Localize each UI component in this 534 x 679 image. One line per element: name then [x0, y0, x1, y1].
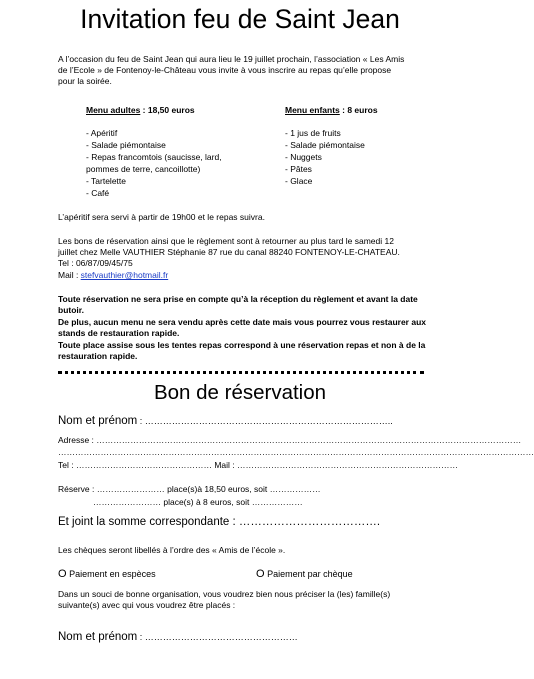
- adresse-field-line-2[interactable]: ……………………………………………………………………………………………………………………………………………………: [58, 447, 534, 457]
- warning-line: butoir.: [58, 305, 84, 315]
- menu-adultes-price: : 18,50 euros: [140, 105, 195, 115]
- warning-line: stands de restauration rapide.: [58, 328, 180, 338]
- menu-enfants-item: - 1 jus de fruits: [285, 128, 341, 138]
- menu-enfants-item: - Pâtes: [285, 164, 312, 174]
- payment-cheque-label: Paiement par chèque: [267, 569, 353, 579]
- menu-adultes-item: - Salade piémontaise: [86, 140, 166, 150]
- menu-adultes-item: - Tartelette: [86, 176, 127, 186]
- intro-line-2: de l’Ecole » de Fontenoy-le-Château vous invite à vous inscrire au repas qu’elle propose: [58, 65, 392, 75]
- menu-enfants-item: - Glace: [285, 176, 313, 186]
- page-title: Invitation feu de Saint Jean: [80, 4, 400, 34]
- tel-mail-line: [58, 460, 458, 471]
- name-field[interactable]: [58, 415, 393, 427]
- warning-line: De plus, aucun menu ne sera vendu après cette date mais vous pourrez vous restaurer aux: [58, 317, 426, 327]
- menu-adultes-item: - Café: [86, 188, 110, 198]
- warning-line: Toute réservation ne sera prise en compte qu’à la réception du règlement et avant la date: [58, 294, 418, 304]
- menu-enfants-header: [285, 105, 378, 116]
- name2-field[interactable]: [58, 631, 298, 643]
- cheques-note: Les chèques seront libellés à l’ordre des « Amis de l’école ».: [58, 545, 286, 555]
- warning-line: Toute place assise sous les tentes repas correspond à une réservation repas et non à de la: [58, 340, 426, 350]
- reserve-child-line[interactable]: …………………… place(s) à 8 euros, soit ………………: [93, 497, 303, 507]
- payment-cheque-radio[interactable]: O: [256, 568, 265, 580]
- warning-line: restauration rapide.: [58, 351, 138, 361]
- joint-somme-line[interactable]: [58, 516, 380, 528]
- intro-line-1: A l’occasion du feu de Saint Jean qui aura lieu le 19 juillet prochain, l’association « Les Amis: [58, 54, 405, 64]
- tel-label: Tel :: [58, 460, 76, 470]
- joint-label: Et joint la somme correspondante :: [58, 516, 239, 528]
- aperitif-note: L’apéritif sera servi à partir de 19h00 et le repas suivra.: [58, 212, 265, 222]
- menu-adultes-heading: Menu adultes: [86, 105, 141, 115]
- menu-adultes-item: - Repas francomtois (saucisse, lard,: [86, 152, 222, 162]
- dotted-divider: [58, 371, 424, 374]
- mail-label: Mail :: [58, 270, 81, 280]
- form-mail-label: Mail :: [211, 460, 237, 470]
- reservation-info-line: Tel : 06/87/09/45/75: [58, 258, 133, 268]
- name2-label: Nom et prénom: [58, 631, 138, 643]
- joint-dots: ……………………………….: [238, 516, 381, 528]
- tel-field[interactable]: …………………………………………: [75, 460, 212, 470]
- organisation-note-line: suivante(s) avec qui vous voudrez être placés :: [58, 600, 236, 610]
- mail-link[interactable]: stefvauthier@hotmail.fr: [80, 270, 169, 280]
- menu-enfants-heading: Menu enfants: [285, 105, 340, 115]
- form-title: Bon de réservation: [153, 381, 327, 404]
- mail-field[interactable]: ……………………………………………………………………: [236, 460, 458, 470]
- name-label: Nom et prénom: [58, 415, 138, 427]
- payment-species-option[interactable]: [58, 568, 156, 580]
- payment-species-label: Paiement en espèces: [69, 569, 156, 579]
- menu-enfants-item: - Nuggets: [285, 152, 322, 162]
- organisation-note-line: Dans un souci de bonne organisation, vous voudrez bien nous préciser la (les) famille(s): [58, 589, 391, 599]
- menu-enfants-item: - Salade piémontaise: [285, 140, 365, 150]
- menu-adultes-item: pommes de terre, cancoillotte): [86, 164, 201, 174]
- payment-cheque-option[interactable]: [256, 568, 353, 580]
- name-dots: : ………………………………………………………………………..: [137, 416, 393, 426]
- mail-line: [58, 270, 168, 281]
- menu-enfants-price: : 8 euros: [339, 105, 378, 115]
- adresse-field[interactable]: Adresse : ……………………………………………………………………………………………………………………………………: [58, 435, 522, 445]
- menu-adultes-item: - Apéritif: [86, 128, 118, 138]
- menu-adultes-header: [86, 105, 195, 116]
- payment-species-radio[interactable]: O: [58, 568, 67, 580]
- intro-line-3: pour la soirée.: [58, 76, 112, 86]
- reserve-adult-line[interactable]: Réserve : …………………… place(s)à 18,50 euros, soit ………………: [58, 484, 321, 494]
- reservation-info-line: Les bons de réservation ainsi que le règlement sont à retourner au plus tard le samedi 12: [58, 236, 394, 246]
- name2-dots: : ……………………………………………: [137, 632, 298, 642]
- reservation-info-line: juillet chez Melle VAUTHIER Stéphanie 87 rue du canal 88240 FONTENOY-LE-CHATEAU.: [58, 247, 400, 257]
